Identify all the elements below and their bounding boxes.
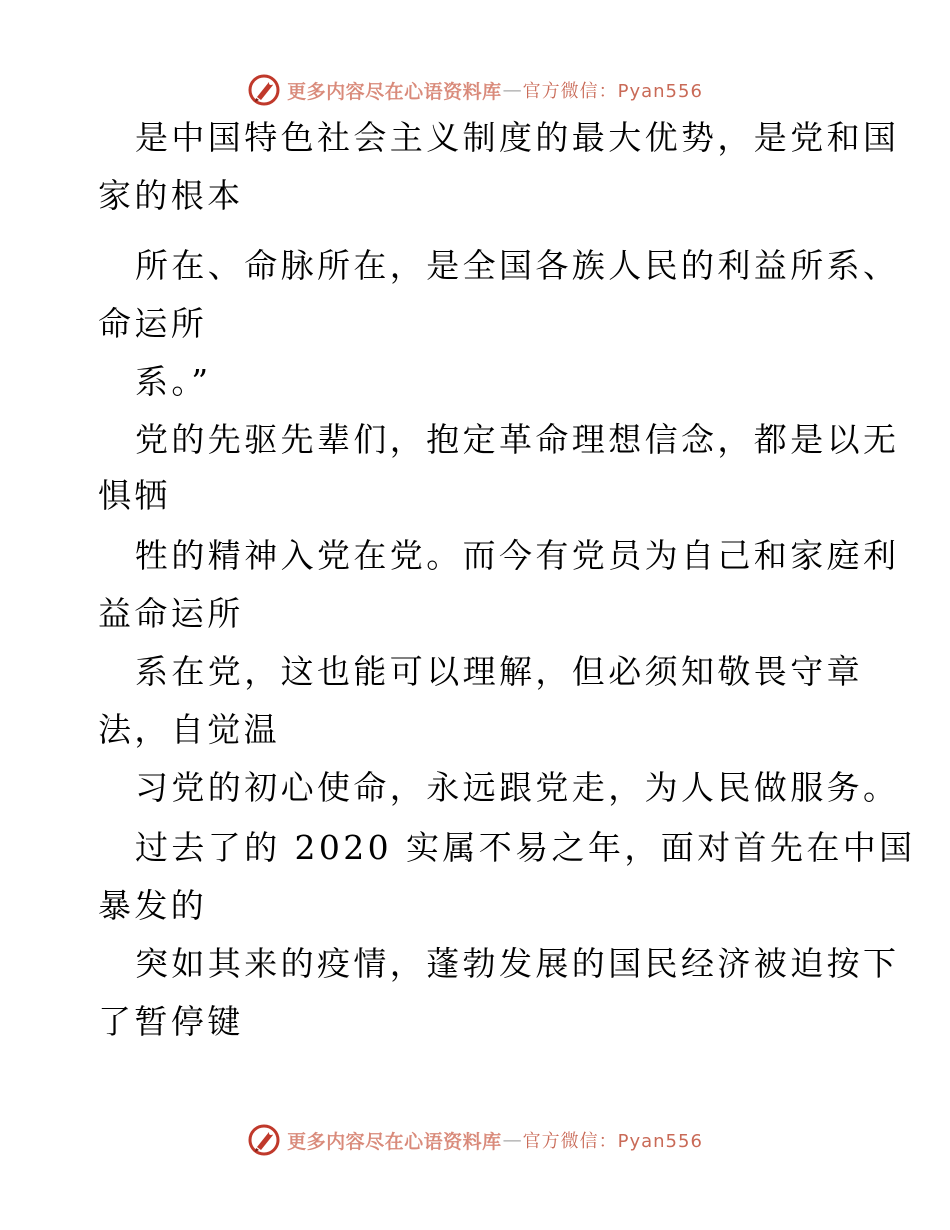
text-line: 命运所 — [98, 304, 208, 343]
pen-nib-logo-icon — [247, 73, 281, 107]
header-wechat-id: 官方微信：Pyan556 — [522, 81, 703, 102]
pen-nib-logo-icon — [247, 1123, 281, 1157]
text-line: 党的先驱先辈们，抱定革命理想信念，都是以无 — [135, 420, 900, 459]
text-line: 所在、命脉所在，是全国各族人民的利益所系、 — [135, 246, 900, 285]
text-line: 益命运所 — [98, 594, 244, 633]
text-line: 惧牺 — [98, 476, 171, 515]
header-banner-text: 更多内容尽在心语资料库 — [287, 80, 502, 103]
text-line: 习党的初心使命，永远跟党走，为人民做服务。 — [135, 768, 900, 807]
text-line: 牲的精神入党在党。而今有党员为自己和家庭利 — [135, 536, 900, 575]
text-line: 突如其来的疫情，蓬勃发展的国民经济被迫按下 — [135, 944, 900, 983]
footer-wechat-id: 官方微信：Pyan556 — [522, 1131, 703, 1152]
text-line: 系在党，这也能可以理解，但必须知敬畏守章 — [135, 652, 863, 691]
text-line: 暴发的 — [98, 886, 208, 925]
footer-banner-separator: — — [502, 1129, 522, 1151]
header-banner — [0, 70, 950, 110]
text-line: 了暂停键 — [98, 1002, 244, 1041]
text-line: 是中国特色社会主义制度的最大优势，是党和国 — [135, 118, 900, 157]
footer-banner-text: 更多内容尽在心语资料库 — [287, 1130, 502, 1153]
text-line: 家的根本 — [98, 176, 244, 215]
header-banner-separator: — — [502, 79, 522, 101]
text-line: 系。” — [135, 362, 212, 401]
text-line: 过去了的 2020 实属不易之年，面对首先在中国 — [135, 828, 916, 867]
footer-banner — [0, 1120, 950, 1160]
text-line: 法，自觉温 — [98, 710, 280, 749]
